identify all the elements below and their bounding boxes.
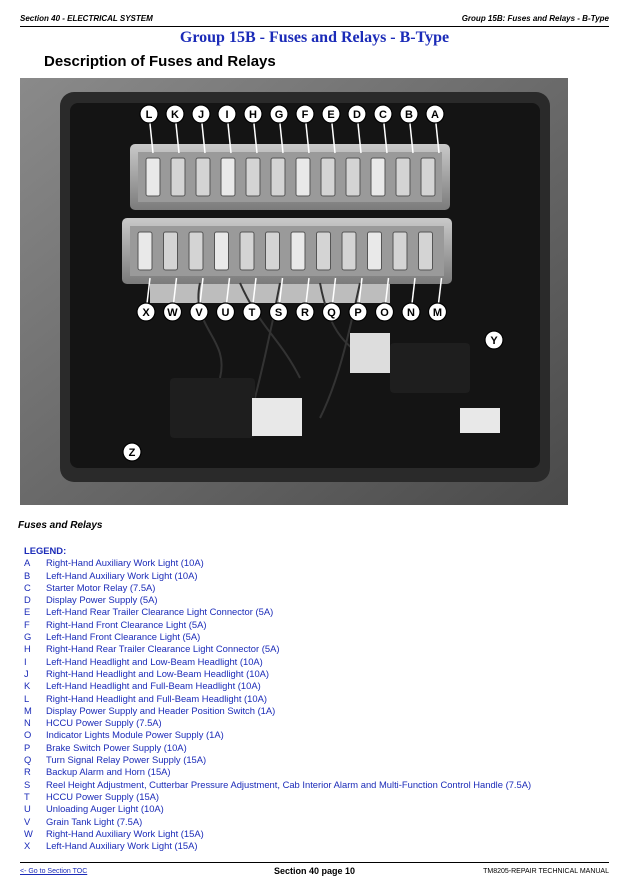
- fuse-row-top: [130, 144, 450, 210]
- fuse: [419, 232, 433, 270]
- description-title: Description of Fuses and Relays: [44, 53, 276, 70]
- legend-text: Right-Hand Auxiliary Work Light (10A): [46, 557, 204, 569]
- legend-text: Left-Hand Rear Trailer Clearance Light Connector (5A): [46, 606, 274, 618]
- legend-key: W: [24, 827, 33, 839]
- legend-text: Reel Height Adjustment, Cutterbar Pressure Adjustment, Cab Interior Alarm and Multi-Function Control Handle (7.5A): [46, 778, 532, 790]
- legend-key: K: [24, 680, 31, 692]
- legend-item: [24, 729, 531, 741]
- footer-divider: [20, 862, 609, 863]
- legend-key: F: [24, 618, 30, 630]
- legend-item: [24, 570, 531, 582]
- legend-key: B: [24, 569, 31, 581]
- legend-heading: LEGEND:: [24, 545, 67, 556]
- svg-text:W: W: [167, 307, 178, 319]
- fuse: [164, 232, 178, 270]
- svg-text:D: D: [353, 109, 361, 121]
- legend-text: Left-Hand Front Clearance Light (5A): [46, 631, 201, 643]
- legend-key: E: [24, 606, 31, 618]
- legend-item: [24, 656, 531, 668]
- legend-text: Display Power Supply and Header Position Switch (1A): [46, 704, 276, 716]
- legend-list: [24, 557, 531, 852]
- legend-item: [24, 705, 531, 717]
- callout-y: [485, 331, 503, 349]
- legend-key: Q: [24, 754, 32, 766]
- legend-item: [24, 643, 531, 655]
- legend-text: HCCU Power Supply (15A): [46, 790, 160, 802]
- header-section: Section 40 - ELECTRICAL SYSTEM: [20, 14, 153, 23]
- fuse: [215, 232, 229, 270]
- svg-text:L: L: [145, 109, 153, 121]
- legend-key: T: [24, 790, 30, 802]
- fuse: [396, 158, 410, 196]
- fuse: [171, 158, 185, 196]
- legend-key: I: [24, 655, 27, 667]
- legend-text: Right-Hand Headlight and Low-Beam Headlight (10A): [46, 667, 270, 679]
- svg-text:G: G: [274, 109, 284, 121]
- toc-link[interactable]: <- Go to Section TOC: [20, 868, 88, 875]
- fuse: [368, 232, 382, 270]
- fuse: [246, 158, 260, 196]
- header-group: Group 15B: Fuses and Relays - B-Type: [461, 14, 609, 23]
- legend-text: Indicator Lights Module Power Supply (1A): [46, 729, 224, 741]
- svg-text:Z: Z: [128, 447, 136, 459]
- legend-item: [24, 717, 531, 729]
- svg-text:F: F: [301, 109, 309, 121]
- legend-key: D: [24, 594, 31, 606]
- fuse: [240, 232, 254, 270]
- legend-item: [24, 742, 531, 754]
- legend-item: [24, 779, 531, 791]
- legend-key: L: [24, 692, 30, 704]
- page-number: Section 40 page 10: [273, 866, 356, 876]
- legend-item: [24, 828, 531, 840]
- legend-text: Display Power Supply (5A): [46, 594, 158, 606]
- legend-key: H: [24, 643, 31, 655]
- svg-text:T: T: [248, 307, 256, 319]
- svg-text:V: V: [195, 307, 203, 319]
- svg-text:N: N: [407, 307, 415, 319]
- legend-text: Unloading Auger Light (10A): [46, 803, 164, 815]
- legend-text: HCCU Power Supply (7.5A): [46, 717, 162, 729]
- legend-item: [24, 754, 531, 766]
- page-header: [20, 14, 609, 26]
- legend-text: Backup Alarm and Horn (15A): [46, 766, 171, 778]
- svg-text:S: S: [274, 307, 283, 319]
- fuse-box-photo: [20, 78, 568, 505]
- legend: [24, 545, 531, 852]
- legend-text: Grain Tank Light (7.5A): [46, 815, 143, 827]
- manual-title: TM8205-REPAIR TECHNICAL MANUAL: [483, 868, 609, 875]
- legend-text: Left-Hand Auxiliary Work Light (10A): [46, 569, 198, 581]
- fuse-row-bottom: [122, 218, 452, 284]
- legend-text: Starter Motor Relay (7.5A): [46, 581, 156, 593]
- fuse: [138, 232, 152, 270]
- figure-caption: Fuses and Relays: [18, 520, 103, 531]
- legend-key: S: [24, 778, 31, 790]
- svg-text:H: H: [249, 109, 257, 121]
- fuse: [371, 158, 385, 196]
- legend-item: [24, 766, 531, 778]
- legend-item: [24, 803, 531, 815]
- legend-key: O: [24, 729, 32, 741]
- svg-text:A: A: [431, 109, 439, 121]
- legend-item: [24, 693, 531, 705]
- legend-key: C: [24, 581, 31, 593]
- fuse: [221, 158, 235, 196]
- legend-item: [24, 816, 531, 828]
- legend-text: Right-Hand Auxiliary Work Light (15A): [46, 827, 204, 839]
- svg-text:J: J: [197, 109, 205, 121]
- legend-text: Right-Hand Headlight and Full-Beam Headlight (10A): [46, 692, 267, 704]
- fuse: [346, 158, 360, 196]
- fuse: [189, 232, 203, 270]
- fuse: [342, 232, 356, 270]
- fuse: [271, 158, 285, 196]
- fuse: [291, 232, 305, 270]
- legend-item: [24, 582, 531, 594]
- legend-item: [24, 680, 531, 692]
- legend-key: A: [24, 557, 31, 569]
- svg-text:P: P: [354, 307, 362, 319]
- svg-text:B: B: [405, 109, 413, 121]
- header-divider: [20, 26, 609, 27]
- svg-text:I: I: [225, 109, 229, 121]
- svg-text:Q: Q: [327, 307, 336, 319]
- legend-key: G: [24, 631, 32, 643]
- legend-item: [24, 631, 531, 643]
- legend-text: Left-Hand Headlight and Full-Beam Headlight (10A): [46, 680, 261, 692]
- legend-key: U: [24, 803, 31, 815]
- legend-key: N: [24, 717, 31, 729]
- svg-text:M: M: [432, 307, 443, 319]
- legend-item: [24, 606, 531, 618]
- legend-item: [24, 619, 531, 631]
- legend-key: J: [24, 667, 29, 679]
- legend-text: Right-Hand Front Clearance Light (5A): [46, 618, 207, 630]
- legend-text: Brake Switch Power Supply (10A): [46, 741, 187, 753]
- page-footer: [20, 866, 609, 880]
- svg-text:R: R: [301, 307, 309, 319]
- legend-item: [24, 840, 531, 852]
- callout-z: [123, 443, 141, 461]
- legend-text: Turn Signal Relay Power Supply (15A): [46, 754, 207, 766]
- legend-item: [24, 594, 531, 606]
- group-title: Group 15B - Fuses and Relays - B-Type: [179, 29, 450, 46]
- fuse: [421, 158, 435, 196]
- svg-text:Y: Y: [490, 335, 498, 347]
- svg-text:C: C: [379, 109, 387, 121]
- legend-text: Left-Hand Auxiliary Work Light (15A): [46, 840, 198, 852]
- fuse: [146, 158, 160, 196]
- legend-text: Left-Hand Headlight and Low-Beam Headlight (10A): [46, 655, 263, 667]
- svg-text:X: X: [142, 307, 150, 319]
- legend-item: [24, 668, 531, 680]
- legend-text: Right-Hand Rear Trailer Clearance Light Connector (5A): [46, 643, 280, 655]
- fuse: [296, 158, 310, 196]
- legend-key: X: [24, 840, 31, 852]
- fuse: [317, 232, 331, 270]
- svg-text:O: O: [380, 307, 389, 319]
- legend-key: P: [24, 741, 31, 753]
- svg-text:E: E: [327, 109, 335, 121]
- svg-text:K: K: [171, 109, 179, 121]
- legend-item: [24, 557, 531, 569]
- legend-item: [24, 791, 531, 803]
- fuse: [266, 232, 280, 270]
- legend-key: V: [24, 815, 31, 827]
- fuse: [393, 232, 407, 270]
- fuse: [321, 158, 335, 196]
- svg-text:U: U: [221, 307, 230, 319]
- legend-key: R: [24, 766, 31, 778]
- legend-key: M: [24, 704, 32, 716]
- fuse: [196, 158, 210, 196]
